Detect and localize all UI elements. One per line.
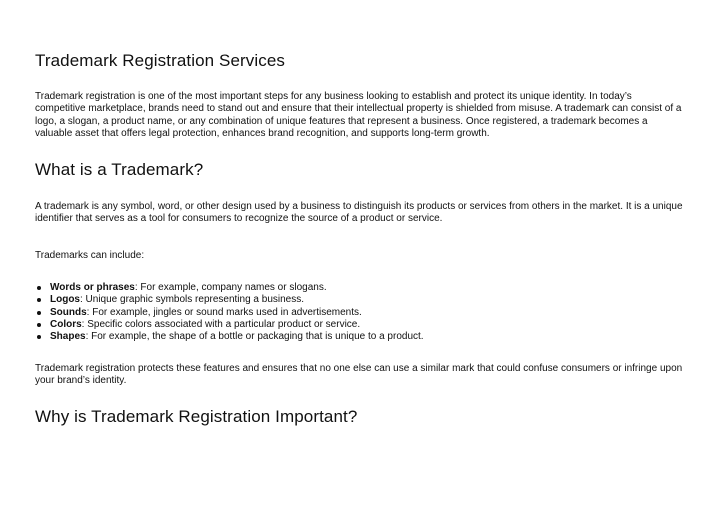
list-item-term: Logos [50, 294, 80, 306]
list-item [35, 319, 424, 331]
definition-paragraph: A trademark is any symbol, word, or other design used by a business to distinguish its products or services from others in the market. It is a unique identifier that serves as a tool for consumers to recognize the source of a product or service. [35, 201, 683, 225]
protects-paragraph: Trademark registration protects these features and ensures that no one else can use a similar mark that could confuse consumers or infringe upon your brand’s identity. [35, 363, 683, 387]
list-item [35, 282, 424, 294]
list-item-term: Sounds [50, 306, 87, 318]
list-item-term: Words or phrases [50, 282, 135, 293]
trademark-types-list [35, 282, 424, 343]
list-item-desc: : For example, company names or slogans. [134, 282, 327, 293]
heading-why-important: Why is Trademark Registration Important? [35, 407, 358, 426]
list-item-desc: : For example, the shape of a bottle or packaging that is unique to a product. [85, 331, 424, 343]
can-include-paragraph: Trademarks can include: [35, 250, 145, 261]
bullet-icon [37, 311, 41, 315]
list-item-term: Colors [50, 318, 82, 330]
intro-paragraph: Trademark registration is one of the most important steps for any business looking to establish and protect its unique identity. In today’s competitive marketplace, brands need to stand out and ensure that their intellectual property is shielded from misuse. A trademark can consist of a logo, a slogan, a product name, or any combination of unique features that represent a business. Once registered, a trademark becomes a valuable asset that offers legal protection, enhances brand recognition, and supports long-term growth. [35, 91, 682, 140]
list-item-desc: : Unique graphic symbols representing a business. [80, 294, 305, 306]
list-item [35, 294, 424, 306]
bullet-icon [37, 323, 41, 327]
list-item-desc: : Specific colors associated with a particular product or service. [81, 318, 361, 330]
list-item-desc: : For example, jingles or sound marks used in advertisements. [86, 306, 362, 318]
heading-what-is-a-trademark: What is a Trademark? [35, 160, 204, 179]
heading-trademark-registration-services: Trademark Registration Services [35, 51, 285, 70]
bullet-icon [37, 286, 41, 290]
bullet-icon [37, 298, 41, 302]
list-item [35, 331, 424, 343]
bullet-icon [37, 335, 41, 339]
list-item-term: Shapes [50, 331, 86, 343]
list-item [35, 307, 424, 319]
